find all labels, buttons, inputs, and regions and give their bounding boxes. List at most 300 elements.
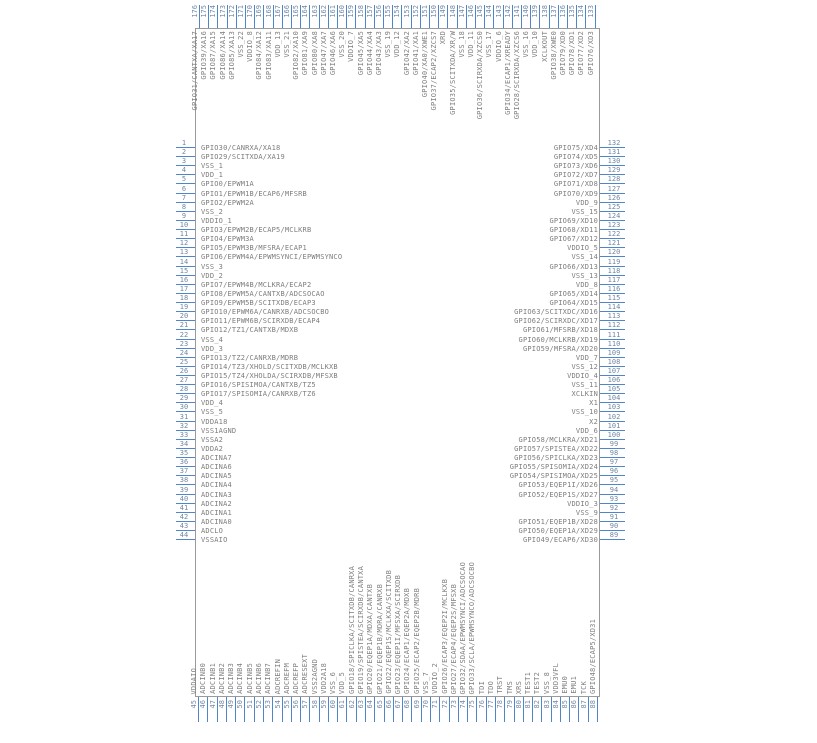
pin-label: VDDIO_4 xyxy=(567,372,598,380)
pin-label: GPIO78/XD1 xyxy=(568,31,577,76)
pin-number: 102 xyxy=(607,412,621,421)
pin-number: 157 xyxy=(365,5,374,18)
pin-number: 67 xyxy=(394,700,403,709)
pin-label: VDD3VFL xyxy=(551,663,560,694)
pin-number: 56 xyxy=(292,700,301,709)
pin-number: 101 xyxy=(607,421,621,430)
pin-number: 50 xyxy=(236,700,245,709)
pin-label: VDD_12 xyxy=(393,31,402,58)
pin-label: GPIO60/MCLKRB/XD19 xyxy=(518,335,598,344)
pin-label: VSS_12 xyxy=(571,362,598,371)
pin-number: 6 xyxy=(181,184,187,193)
pin-label: GPIO66/XD13 xyxy=(549,262,598,271)
pin-label: VDD_5 xyxy=(338,671,347,694)
pin-number: 164 xyxy=(301,5,310,18)
pin-number: 80 xyxy=(514,700,523,709)
pin-number: 75 xyxy=(468,700,477,709)
pin-label: GPIO47/XA7 xyxy=(319,31,328,76)
pin-label: GPIO86/XA14 xyxy=(218,31,227,80)
pin-number: 27 xyxy=(179,376,189,385)
pin-label: ADCINB1 xyxy=(208,663,217,694)
pin-label: ADCINA6 xyxy=(201,463,232,472)
pin-number: 76 xyxy=(477,700,486,709)
pin-number: 7 xyxy=(181,193,187,202)
pin-number: 100 xyxy=(607,430,621,439)
pin-label: GPIO57/SPISTEA/XD22 xyxy=(514,444,598,453)
pin-label: ADCINA4 xyxy=(201,481,232,490)
pin-label: TEST2 xyxy=(533,671,542,694)
pin-label: GPIO4/EPWM3A xyxy=(201,235,254,244)
pin-label: GPIO38/XWE0 xyxy=(549,31,558,80)
pin-number: 40 xyxy=(179,494,189,503)
pin-number: 140 xyxy=(522,5,531,18)
pin-label: VDD_4 xyxy=(201,399,224,408)
pin-number: 122 xyxy=(607,230,621,239)
pin-label: GPIO42/XA2 xyxy=(402,31,411,76)
pin-line xyxy=(176,539,195,540)
pin-label: VSS_8 xyxy=(542,671,551,694)
pin-label: VSS_10 xyxy=(571,408,598,417)
pin-number: 21 xyxy=(179,321,189,330)
pin-number: 115 xyxy=(607,294,621,303)
pin-label: TMS xyxy=(505,680,514,694)
pin-label: GPIO51/EQEP1B/XD28 xyxy=(518,517,598,526)
pin-number: 89 xyxy=(609,531,619,540)
pin-label: GPIO25/ECAP2/EQEP2B/MDRB xyxy=(412,588,421,694)
pin-label: GPIO12/TZ1/CANTXB/MDXB xyxy=(201,326,299,335)
pin-label: VSS_11 xyxy=(571,381,598,390)
pin-number: 14 xyxy=(179,257,189,266)
pin-label: VSS_21 xyxy=(283,31,291,58)
pin-label: ADCINB2 xyxy=(217,663,226,694)
pin-number: 15 xyxy=(179,266,189,275)
pin-number: 59 xyxy=(319,700,328,709)
pin-number: 34 xyxy=(179,439,189,448)
pin-label: GPIO82/XA10 xyxy=(292,31,301,80)
pin-label: XCLKOUT xyxy=(540,31,549,62)
pin-label: GPIO10/EPWM6A/CANRXB/ADCSOCBO xyxy=(201,308,330,317)
pin-number: 36 xyxy=(179,458,189,467)
pin-label: GPIO24/ECAP1/EQEP2A/MDXB xyxy=(403,588,412,694)
pin-number: 54 xyxy=(273,700,282,709)
pin-label: GPIO87/XA15 xyxy=(209,31,218,80)
pin-label: VDD_10 xyxy=(531,31,540,58)
pin-number: 142 xyxy=(503,5,512,18)
pin-label: GPIO29/SCITXDA/XA19 xyxy=(201,153,285,162)
pin-number: 19 xyxy=(179,303,189,312)
pin-label: GPIO33/SCLA/EPWMSYNCO/ADCSOCBO xyxy=(468,561,477,694)
pin-number: 93 xyxy=(609,494,619,503)
pin-number: 144 xyxy=(485,5,494,18)
pin-number: 110 xyxy=(607,339,621,348)
pin-number: 103 xyxy=(607,403,621,412)
pin-line xyxy=(600,539,625,540)
pin-number: 77 xyxy=(486,700,495,709)
pin-number: 138 xyxy=(540,5,549,18)
pin-number: 165 xyxy=(292,5,301,18)
pin-label: VSS_19 xyxy=(384,31,393,58)
pin-number: 116 xyxy=(607,284,621,293)
pin-number: 31 xyxy=(179,412,189,421)
pin-label: ADCREFP xyxy=(292,663,301,694)
pin-number: 73 xyxy=(449,700,458,709)
pin-number: 79 xyxy=(505,700,514,709)
pin-number: 149 xyxy=(439,5,448,18)
pin-number: 81 xyxy=(524,700,533,709)
pin-number: 74 xyxy=(459,700,468,709)
pin-label: ADCINA2 xyxy=(201,499,232,508)
pin-label: GPIO45/XA5 xyxy=(356,31,365,76)
pin-label: VDDA2 xyxy=(201,444,224,453)
pin-number: 69 xyxy=(412,700,421,709)
pin-label: ADCINB5 xyxy=(245,663,254,694)
pin-number: 23 xyxy=(179,339,189,348)
pin-label: VDD_8 xyxy=(575,280,598,289)
pin-label: VSSAIO xyxy=(201,536,228,545)
pin-label: VSS_20 xyxy=(338,31,347,58)
pin-number: 68 xyxy=(403,700,412,709)
pin-label: GPIO61/MFSRB/XD18 xyxy=(522,326,598,335)
pin-label: ADCINA0 xyxy=(201,517,232,526)
pin-number: 41 xyxy=(179,503,189,512)
pin-number: 33 xyxy=(179,430,189,439)
pin-number: 25 xyxy=(179,357,189,366)
pin-number: 24 xyxy=(179,348,189,357)
pin-number: 154 xyxy=(393,5,402,18)
pin-number: 176 xyxy=(191,5,199,18)
pin-number: 135 xyxy=(568,5,577,18)
pin-label: GPIO3/EPWM2B/ECAP5/MCLKRB xyxy=(201,226,312,235)
pin-number: 114 xyxy=(607,303,621,312)
pin-number: 16 xyxy=(179,275,189,284)
pin-number: 3 xyxy=(181,157,187,166)
pin-label: GPIO5/EPWM3B/MFSRA/ECAP1 xyxy=(201,244,307,253)
pin-label: GPIO58/MCLKRA/XD21 xyxy=(518,435,598,444)
pin-number: 167 xyxy=(273,5,282,18)
pin-label: GPIO31/CANTXA/XA17 xyxy=(191,31,199,111)
pin-label: GPIO50/EQEP1A/XD29 xyxy=(518,527,598,536)
pin-number: 136 xyxy=(559,5,567,18)
pin-label: VSS_2 xyxy=(201,207,224,216)
pin-label: GPIO20/EQEP1A/MDXA/CANTXB xyxy=(366,583,375,694)
pin-number: 9 xyxy=(181,211,187,220)
pin-number: 120 xyxy=(607,248,621,257)
pin-label: GPIO40/XA0/XWE1 xyxy=(421,31,429,98)
pin-number: 106 xyxy=(607,376,621,385)
pin-label: ADCINB4 xyxy=(236,663,245,694)
pin-label: VDD_6 xyxy=(575,426,598,435)
pin-number: 72 xyxy=(440,700,449,709)
pin-label: VDD_11 xyxy=(467,31,475,58)
pin-label: GPIO35/SCITXDA/XR/W xyxy=(448,31,457,115)
pin-label: VSS_9 xyxy=(575,508,598,517)
pin-number: 18 xyxy=(179,294,189,303)
pin-label: GPIO80/XA8 xyxy=(310,31,319,76)
pin-number: 133 xyxy=(586,5,595,18)
pin-number: 26 xyxy=(179,367,189,375)
pin-number: 134 xyxy=(577,5,586,18)
pin-label: ADCLO xyxy=(201,527,224,536)
pin-number: 58 xyxy=(310,700,319,709)
pin-label: X1 xyxy=(589,399,598,408)
pin-number: 173 xyxy=(218,5,227,18)
pin-label: GPIO84/XA12 xyxy=(255,31,264,80)
pin-label: GPIO0/EPWM1A xyxy=(201,180,254,189)
pin-number: 121 xyxy=(607,239,621,248)
pin-number: 88 xyxy=(589,700,598,709)
pin-number: 170 xyxy=(246,5,255,18)
pin-label: GPIO41/XA1 xyxy=(411,31,420,76)
pin-number: 123 xyxy=(607,221,621,230)
pin-label: TRST xyxy=(496,676,505,694)
pin-number: 104 xyxy=(607,394,621,403)
pin-label: ADCINB3 xyxy=(227,663,236,694)
pin-label: VDD_1 xyxy=(201,171,224,180)
pin-label: EMU1 xyxy=(570,676,579,694)
pin-number: 63 xyxy=(357,700,366,709)
pin-label: VDD_3 xyxy=(201,344,224,353)
pin-number: 145 xyxy=(476,5,485,18)
pin-label: VSS_15 xyxy=(571,207,598,216)
pin-label: VDD_13 xyxy=(273,31,282,58)
pin-number: 160 xyxy=(338,5,347,18)
pin-label: GPIO54/SPISIMOA/XD25 xyxy=(509,472,598,481)
pin-label: GPIO71/XD8 xyxy=(553,180,598,189)
pin-number: 153 xyxy=(402,5,411,18)
pin-number: 152 xyxy=(411,5,420,18)
pin-number: 66 xyxy=(384,700,393,709)
pin-label: GPIO46/XA6 xyxy=(329,31,337,76)
pin-label: EMU0 xyxy=(561,676,570,694)
pin-number: 4 xyxy=(181,166,187,175)
pin-line xyxy=(597,697,598,722)
pin-label: GPIO85/XA13 xyxy=(227,31,236,80)
pin-label: VSS_17 xyxy=(485,31,494,58)
pin-number: 105 xyxy=(607,385,621,394)
pin-number: 32 xyxy=(179,421,189,430)
pin-number: 11 xyxy=(179,230,189,239)
pin-number: 39 xyxy=(179,485,189,494)
pin-number: 172 xyxy=(227,5,236,18)
pin-label: GPIO6/EPWM4A/EPWMSYNCI/EPWMSYNCO xyxy=(201,253,343,262)
pin-label: ADCINB7 xyxy=(264,663,273,694)
pin-number: 131 xyxy=(607,148,621,157)
pin-label: GPIO62/SCIRXDC/XD17 xyxy=(514,317,598,326)
pin-number: 118 xyxy=(607,266,621,275)
pin-label: GPIO15/TZ4/XHOLDA/SCIRXDB/MFSXB xyxy=(201,372,338,380)
pin-number: 111 xyxy=(607,330,621,339)
pin-number: 108 xyxy=(607,357,621,366)
pin-label: VDDIO_6 xyxy=(494,31,503,62)
pin-label: ADCINB0 xyxy=(199,663,208,694)
pin-label: GPIO13/TZ2/CANRXB/MDRB xyxy=(201,353,299,362)
pin-label: GPIO26/ECAP3/EQEP2I/MCLKXB xyxy=(440,579,449,694)
pin-label: GPIO30/CANRXA/XA18 xyxy=(201,144,281,152)
pin-number: 159 xyxy=(347,5,356,18)
pin-label: GPIO8/EPWM5A/CANTXB/ADCSOCAO xyxy=(201,289,325,298)
pin-label: GPIO48/ECAP5/XD31 xyxy=(589,618,598,694)
pin-label: GPIO7/EPWM4B/MCLKRA/ECAP2 xyxy=(201,280,312,289)
pin-number: 158 xyxy=(356,5,365,18)
pin-label: ADCINA1 xyxy=(201,508,232,517)
pin-label: GPIO67/XD12 xyxy=(549,235,598,244)
pin-label: GPIO53/EQEP1I/XD26 xyxy=(518,481,598,490)
pin-label: VDDIO_3 xyxy=(567,499,598,508)
pin-label: ADCREFIN xyxy=(273,658,282,694)
pin-number: 113 xyxy=(607,312,621,321)
pin-number: 92 xyxy=(609,503,619,512)
pin-label: VSS_22 xyxy=(237,31,245,58)
pin-number: 42 xyxy=(179,512,189,521)
pin-number: 171 xyxy=(237,5,245,18)
pin-label: ADCRESEXT xyxy=(301,654,310,694)
pin-number: 96 xyxy=(609,467,619,476)
pin-label: GPIO2/EPWM2A xyxy=(201,198,254,207)
pin-number: 62 xyxy=(347,700,356,709)
pin-label: GPIO75/XD4 xyxy=(553,144,598,152)
pin-label: GPIO22/EQEP1S/MCLKXA/SCITXDB xyxy=(384,570,393,694)
pin-number: 107 xyxy=(607,367,621,375)
pin-label: GPIO14/TZ3/XHOLD/SCITXDB/MCLKXB xyxy=(201,362,338,371)
pin-label: VDDA18 xyxy=(201,417,228,426)
pin-number: 43 xyxy=(179,522,189,531)
pin-label: GPIO32/SDAA/EPWMSYNCI/ADCSOCAO xyxy=(459,561,468,694)
pin-number: 97 xyxy=(609,458,619,467)
pin-label: GPIO9/EPWM5B/SCITXDB/ECAP3 xyxy=(201,299,316,308)
pin-number: 132 xyxy=(607,139,621,147)
pin-number: 44 xyxy=(179,531,189,540)
pin-number: 169 xyxy=(255,5,264,18)
pin-label: VDDIO_2 xyxy=(431,663,440,694)
pin-label: GPIO28/SCIRXDA/XZCS6 xyxy=(513,31,521,120)
pin-number: 48 xyxy=(217,700,226,709)
pin-number: 12 xyxy=(179,239,189,248)
pin-label: GPIO79/XD0 xyxy=(559,31,567,76)
pin-number: 51 xyxy=(245,700,254,709)
pin-number: 161 xyxy=(329,5,337,18)
pin-label: VSS_18 xyxy=(457,31,466,58)
pin-label: ADCINA5 xyxy=(201,472,232,481)
pin-label: VSS_1 xyxy=(201,162,224,171)
pin-number: 1 xyxy=(181,139,187,147)
pin-number: 119 xyxy=(607,257,621,266)
pin-label: X2 xyxy=(589,417,598,426)
pin-label: GPIO27/ECAP4/EQEP2S/MFSXB xyxy=(449,583,458,694)
pin-number: 60 xyxy=(329,700,338,709)
pin-label: GPIO77/XD2 xyxy=(577,31,586,76)
pin-label: VSS_3 xyxy=(201,262,224,271)
pin-label: GPIO59/MFSRA/XD20 xyxy=(522,344,598,353)
pin-number: 90 xyxy=(609,522,619,531)
pin-label: GPIO11/EPWM6B/SCIRXDB/ECAP4 xyxy=(201,317,321,326)
pin-label: VSS_5 xyxy=(201,408,224,417)
pin-label: XRD xyxy=(439,31,448,45)
pin-label: GPIO81/XA9 xyxy=(301,31,310,76)
pin-number: 49 xyxy=(227,700,236,709)
pin-label: GPIO70/XD9 xyxy=(553,189,598,198)
pin-label: VSS_14 xyxy=(571,253,598,262)
pin-label: VDDIO_1 xyxy=(201,216,232,225)
pin-number: 162 xyxy=(319,5,328,18)
pin-number: 147 xyxy=(457,5,466,18)
pin-label: GPIO52/EQEP1S/XD27 xyxy=(518,490,598,499)
pin-number: 126 xyxy=(607,193,621,202)
pin-label: GPIO19/SPISTEA/SCIRXDB/CANTXA xyxy=(357,565,366,694)
pin-number: 5 xyxy=(181,175,187,184)
pin-label: GPIO73/XD6 xyxy=(553,162,598,171)
pin-label: VDDIO_7 xyxy=(347,31,356,62)
pin-label: VSS2AGND xyxy=(310,658,319,694)
pin-label: GPIO34/ECAP1/XREADY xyxy=(503,31,512,115)
pin-number: 20 xyxy=(179,312,189,321)
pin-label: VSS_13 xyxy=(571,271,598,280)
pin-label: GPIO74/XD5 xyxy=(553,153,598,162)
pin-number: 45 xyxy=(190,700,198,709)
pin-number: 175 xyxy=(200,5,209,18)
pin-number: 86 xyxy=(570,700,579,709)
pin-label: TEST1 xyxy=(524,671,533,694)
pin-label: VSS_7 xyxy=(422,671,430,694)
pin-number: 35 xyxy=(179,449,189,458)
pin-label: GPIO16/SPISIMOA/CANTXB/TZ5 xyxy=(201,381,316,390)
pin-number: 84 xyxy=(551,700,560,709)
pin-number: 141 xyxy=(513,5,521,18)
pin-number: 2 xyxy=(181,148,187,157)
pin-number: 112 xyxy=(607,321,621,330)
pin-label: VDD_2 xyxy=(201,271,224,280)
pin-number: 166 xyxy=(283,5,291,18)
pin-number: 139 xyxy=(531,5,540,18)
pin-number: 155 xyxy=(384,5,393,18)
pin-label: ADCINA7 xyxy=(201,454,232,463)
pin-label: GPIO76/XD3 xyxy=(586,31,595,76)
pin-label: GPIO18/SPICLKA/SCITXDB/CANRXA xyxy=(347,565,356,694)
pin-number: 46 xyxy=(199,700,208,709)
pin-number: 124 xyxy=(607,211,621,220)
pin-label: XCLKIN xyxy=(571,390,598,399)
pin-number: 87 xyxy=(579,700,588,709)
pin-number: 65 xyxy=(375,700,384,709)
pin-number: 71 xyxy=(431,700,440,709)
pin-number: 17 xyxy=(179,284,189,293)
pin-number: 78 xyxy=(496,700,505,709)
pin-label: VSS_6 xyxy=(329,671,338,694)
pin-number: 70 xyxy=(422,700,430,709)
pin-number: 156 xyxy=(375,5,383,18)
pin-label: GPIO17/SPISOMIA/CANRXB/TZ6 xyxy=(201,390,316,399)
pin-number: 95 xyxy=(609,476,619,485)
pin-label: GPIO36/SCIRXDA/XZCS0 xyxy=(476,31,485,120)
pin-number: 61 xyxy=(338,700,347,709)
pin-label: GPIO49/ECAP6/XD30 xyxy=(522,536,598,545)
pin-number: 52 xyxy=(254,700,263,709)
pin-label: GPIO44/XA4 xyxy=(365,31,374,76)
pin-number: 22 xyxy=(179,330,189,339)
pin-label: GPIO1/EPWM1B/ECAP6/MFSRB xyxy=(201,189,307,198)
pin-number: 143 xyxy=(494,5,503,18)
pin-number: 28 xyxy=(179,385,189,394)
pin-label: VSS_16 xyxy=(522,31,531,58)
pin-number: 168 xyxy=(264,5,273,18)
pin-number: 47 xyxy=(208,700,217,709)
pin-number: 137 xyxy=(549,5,558,18)
pin-label: GPIO43/XA3 xyxy=(375,31,383,76)
pin-label: GPIO72/XD7 xyxy=(553,171,598,180)
pin-number: 37 xyxy=(179,467,189,476)
pin-number: 130 xyxy=(607,157,621,166)
pin-number: 94 xyxy=(609,485,619,494)
pin-label: ADCINB6 xyxy=(254,663,263,694)
